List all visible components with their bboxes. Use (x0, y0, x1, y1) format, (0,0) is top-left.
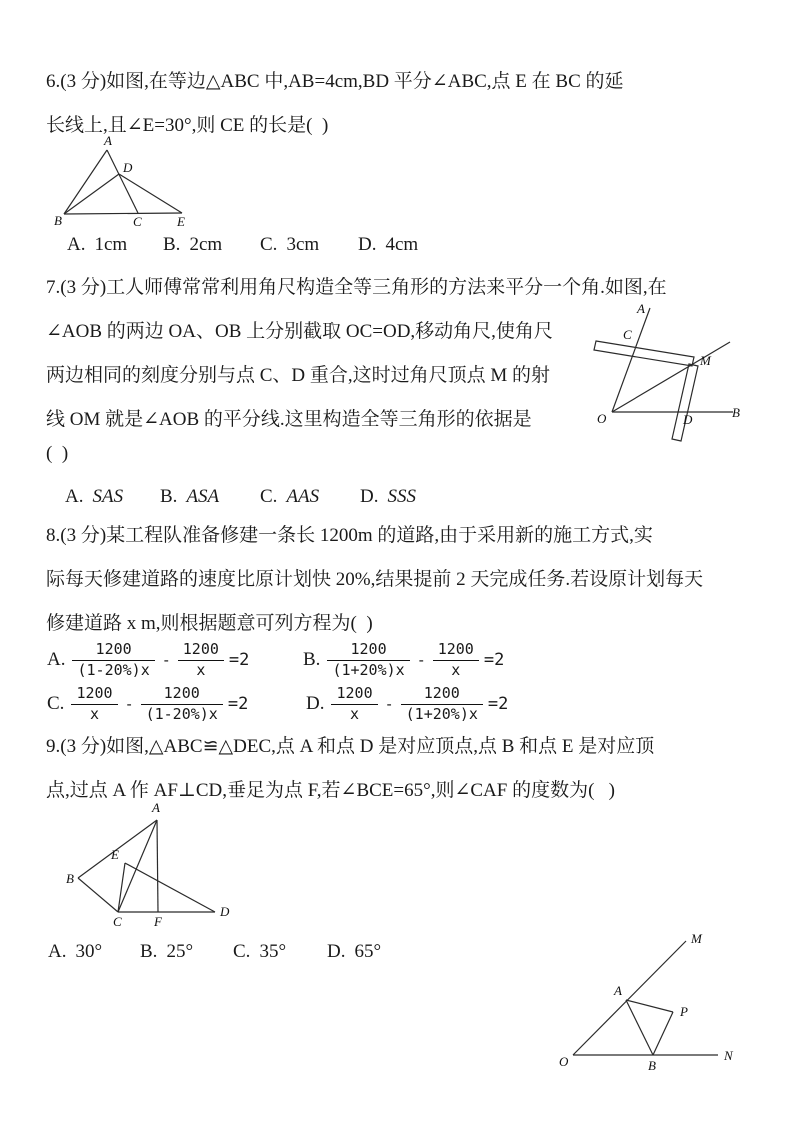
option-value: 35° (259, 941, 287, 962)
q9-option-b (140, 941, 193, 963)
option-label: A. (67, 234, 86, 255)
option-label: C. (47, 693, 65, 714)
q9-figure (53, 798, 238, 933)
q8-option-b (303, 640, 504, 680)
q9-figure-label-b: B (66, 871, 74, 886)
option-label: D. (360, 486, 379, 507)
fraction-numerator: 1200 (178, 640, 224, 661)
option-value: 4cm (385, 234, 419, 255)
q7-figure-label-b: B (732, 405, 740, 420)
q9-altitude-AF (157, 820, 158, 912)
equation-rhs: =2 (228, 650, 250, 670)
fraction-denominator: x (451, 660, 461, 679)
fraction-1 (327, 640, 409, 680)
fraction-1 (71, 684, 117, 724)
option-value: 65° (354, 941, 382, 962)
q6-figure (48, 133, 198, 228)
q9-figure-label-d: D (220, 904, 230, 919)
option-value: ASA (186, 486, 220, 507)
q6-option-b (163, 234, 222, 256)
next-figure-label-m: M (691, 931, 702, 946)
next-figure-label-b: B (648, 1058, 656, 1073)
q7-line-4: 线 OM 就是∠AOB 的平分线.这里构造全等三角形的依据是 (46, 409, 532, 430)
minus-sign: - (384, 695, 394, 713)
q6-line-1: 6.(3 分)如图,在等边△ABC 中,AB=4cm,BD 平分∠ABC,点 E 在 BC 的延 (46, 71, 624, 92)
fraction-denominator: (1-20%)x (145, 704, 218, 723)
q9-side-ED (125, 863, 215, 912)
q6-figure-label-b: B (54, 213, 62, 228)
q6-base-BE (64, 213, 182, 214)
next-figure-label-p: P (680, 1004, 688, 1019)
q7-figure-label-a: A (637, 301, 645, 316)
segment-BA (626, 1000, 653, 1055)
option-label: B. (303, 649, 321, 670)
fraction-denominator: x (350, 704, 360, 723)
angle-ruler-strip-2 (672, 364, 698, 441)
q9-side-BC (78, 878, 118, 912)
next-question-figure (543, 923, 748, 1078)
q6-bisector-BD (64, 174, 119, 214)
q9-option-c (233, 941, 286, 963)
q6-option-d (358, 234, 418, 256)
q6-side-BA (64, 150, 107, 214)
q7-ray-OA (612, 308, 650, 412)
minus-sign: - (161, 651, 171, 669)
q6-figure-label-d: D (123, 160, 133, 175)
option-label: B. (140, 941, 158, 962)
fraction-numerator: 1200 (141, 684, 223, 705)
equation-rhs: =2 (483, 650, 505, 670)
angle-ruler-strip-1 (594, 341, 694, 366)
fraction-numerator: 1200 (327, 640, 409, 661)
q9-figure-label-a: A (152, 800, 160, 815)
q7-line-1: 7.(3 分)工人师傅常常利用角尺构造全等三角形的方法来平分一个角.如图,在 (46, 277, 667, 298)
option-value: 3cm (286, 234, 320, 255)
option-label: D. (327, 941, 346, 962)
minus-sign: - (124, 695, 134, 713)
option-value: 25° (166, 941, 194, 962)
option-label: B. (160, 486, 178, 507)
option-value: 30° (75, 941, 103, 962)
option-value: SAS (92, 486, 124, 507)
ray-OM (573, 941, 686, 1055)
next-figure-label-n: N (724, 1048, 733, 1063)
segment-PB (653, 1012, 673, 1055)
q8-option-d (306, 684, 508, 724)
q7-option-b (160, 486, 219, 508)
q9-option-d (327, 941, 381, 963)
next-figure-label-a: A (614, 983, 622, 998)
fraction-numerator: 1200 (401, 684, 483, 705)
fraction-numerator: 1200 (433, 640, 479, 661)
q7-ray-OM (612, 342, 730, 412)
option-label: D. (306, 693, 325, 714)
fraction-numerator: 1200 (72, 640, 154, 661)
q6-figure-label-a: A (104, 133, 112, 148)
option-label: A. (48, 941, 67, 962)
q8-option-c (47, 684, 248, 724)
q7-option-d (360, 486, 416, 508)
option-value: 1cm (94, 234, 128, 255)
option-label: C. (260, 234, 278, 255)
q7-line-3: 两边相同的刻度分别与点 C、D 重合,这时过角尺顶点 M 的射 (46, 365, 551, 386)
q8-line-2: 际每天修建道路的速度比原计划快 20%,结果提前 2 天完成任务.若设原计划每天 (46, 569, 704, 590)
q6-figure-label-c: C (133, 214, 142, 229)
q8-option-a (47, 640, 249, 680)
fraction-2 (433, 640, 479, 680)
q6-line-2: 长线上,且∠E=30°,则 CE 的长是( ) (46, 115, 329, 136)
fraction-1 (331, 684, 377, 724)
q7-figure-label-m: M (700, 353, 711, 368)
q6-figure-label-e: E (177, 214, 185, 229)
q7-option-c (260, 486, 319, 508)
equation-rhs: =2 (487, 694, 509, 714)
fraction-denominator: (1+20%)x (332, 660, 405, 679)
fraction-2 (141, 684, 223, 724)
q7-figure-label-d: D (683, 412, 693, 427)
option-label: C. (233, 941, 251, 962)
next-figure-label-o: O (559, 1054, 569, 1069)
q8-line-1: 8.(3 分)某工程队准备修建一条长 1200m 的道路,由于采用新的施工方式,实 (46, 525, 653, 546)
option-label: A. (65, 486, 84, 507)
q7-line-2: ∠AOB 的两边 OA、OB 上分别截取 OC=OD,移动角尺,使角尺 (46, 321, 553, 342)
fraction-denominator: (1+20%)x (405, 704, 478, 723)
segment-AP (626, 1000, 673, 1012)
fraction-numerator: 1200 (71, 684, 117, 705)
q7-figure (583, 293, 790, 460)
option-label: C. (260, 486, 278, 507)
option-value: SSS (387, 486, 416, 507)
fraction-numerator: 1200 (331, 684, 377, 705)
q9-figure-label-e: E (111, 847, 119, 862)
fraction-denominator: (1-20%)x (77, 660, 150, 679)
fraction-denominator: x (196, 660, 206, 679)
q9-figure-label-f: F (154, 914, 162, 929)
q7-line-5: ( ) (46, 443, 69, 464)
option-label: D. (358, 234, 377, 255)
option-value: AAS (286, 486, 320, 507)
q9-line-2: 点,过点 A 作 AF⊥CD,垂足为点 F,若∠BCE=65°,则∠CAF 的度数为( ) (46, 780, 615, 801)
q6-option-c (260, 234, 319, 256)
option-value: 2cm (189, 234, 223, 255)
fraction-denominator: x (89, 704, 100, 723)
minus-sign: - (416, 651, 426, 669)
q7-option-a (65, 486, 123, 508)
q6-option-a (67, 234, 127, 256)
q9-figure-label-c: C (113, 914, 122, 929)
equation-rhs: =2 (227, 694, 249, 714)
q9-option-a (48, 941, 102, 963)
q8-line-3: 修建道路 x m,则根据题意可列方程为( ) (46, 613, 373, 634)
q7-figure-label-o: O (597, 411, 607, 426)
option-label: B. (163, 234, 181, 255)
fraction-2 (401, 684, 483, 724)
fraction-2 (178, 640, 224, 680)
q9-line-1: 9.(3 分)如图,△ABC≌△DEC,点 A 和点 D 是对应顶点,点 B 和点 E 是对应顶 (46, 736, 655, 757)
q7-figure-label-c: C (623, 327, 632, 342)
option-label: A. (47, 649, 66, 670)
fraction-1 (72, 640, 154, 680)
